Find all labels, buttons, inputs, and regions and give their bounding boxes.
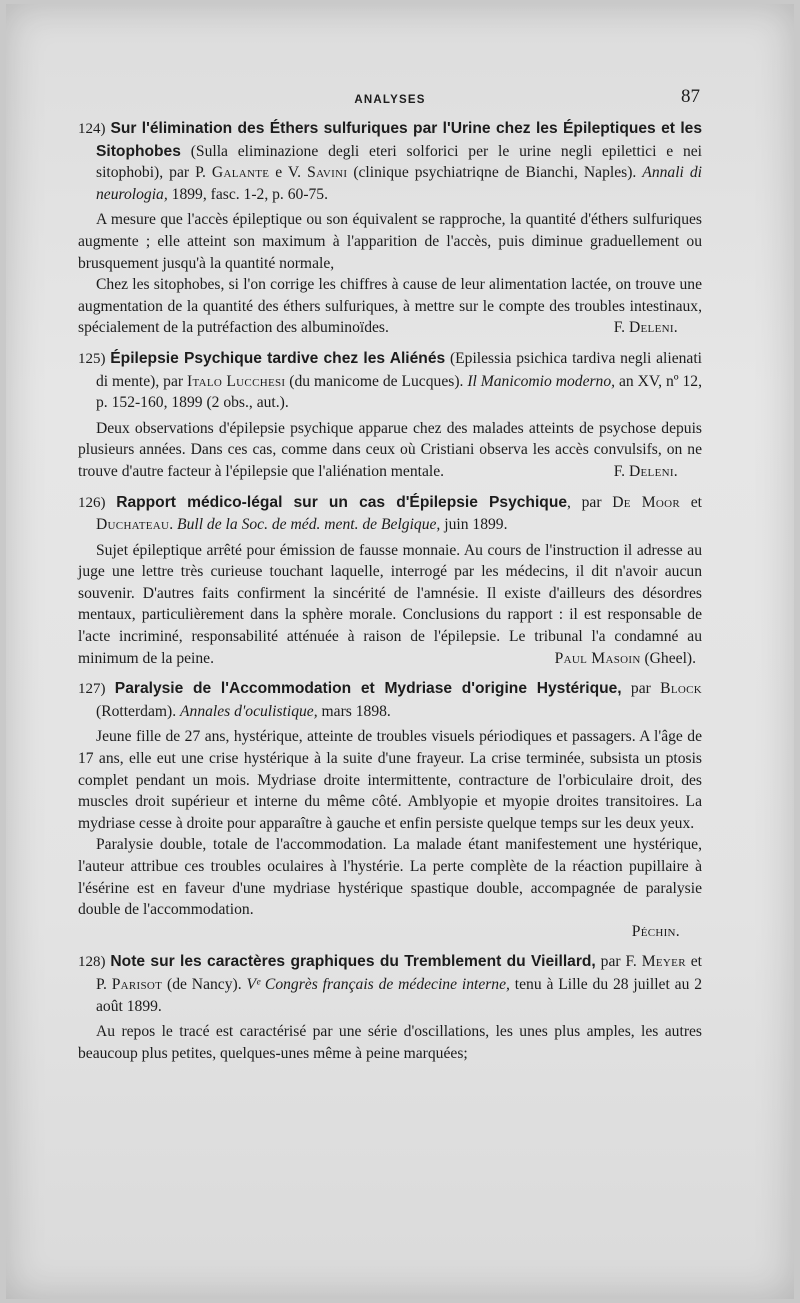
entry-number: 124) xyxy=(78,121,106,137)
running-title: ANALYSES xyxy=(354,94,426,106)
reference-text: , par xyxy=(567,493,613,511)
reference-text: et xyxy=(680,493,702,511)
scanned-page xyxy=(6,4,794,1299)
signature-initial: F. xyxy=(613,319,629,337)
body-paragraph: Au repos le tracé est caractérisé par une série d'oscillations, les unes plus amples, les autres beaucoup plus petites, quelques-unes même à peine marquées; xyxy=(78,1023,702,1062)
entry-number: 126) xyxy=(78,494,106,511)
signature-place: (Gheel). xyxy=(640,649,696,667)
body-paragraph xyxy=(78,274,702,339)
author-name: Block xyxy=(660,680,702,698)
signature xyxy=(596,317,702,339)
paragraph-text: Chez les sitophobes, si l'on corrige les chiffres à cause de leur alimentation lactée, on trouve une augmentation de la quantité des éthers sulfuriques, à mettre sur le compte des troubles intestinaux, spécialement de la putréfaction des albuminoïdes. xyxy=(78,276,702,337)
entry-number: 125) xyxy=(78,350,106,367)
body-paragraph: Paralysie double, totale de l'accommodation. La malade étant manifestement une hystérique, l'auteur attribue ces troubles oculaires à l'hystérie. La perte complète de la réaction pupillaire à l'ésérine est en faveur d'une mydriase hystérique spastique double, accompagnée de paralysie double de l'accommodation. xyxy=(78,836,702,919)
reference-text: par xyxy=(621,680,661,698)
entry-title: Rapport médico-légal sur un cas d'Épilepsie Psychique xyxy=(116,493,568,511)
journal-title: Il Manicomio moderno, xyxy=(467,372,616,390)
reference-text: e V. xyxy=(269,164,308,182)
page-number: 87 xyxy=(681,86,700,107)
signature xyxy=(537,648,702,670)
entry-heading xyxy=(78,348,702,414)
reference-text: tenu à Lille du 28 juillet au 2 août 1899. xyxy=(96,975,703,1015)
author-name: De Moor xyxy=(612,493,681,511)
reference-text: 1899, fasc. 1-2, p. 60-75. xyxy=(167,185,329,203)
entry-title: Épilepsie Psychique tardive chez les Aliénés xyxy=(110,349,446,367)
body-paragraph: Jeune fille de 27 ans, hystérique, atteinte de troubles visuels périodiques et passagers. A l'âge de 17 ans, elle eut une crise hystérique à la suite d'une frayeur. La crise terminée, subsista un ptosis complet pendant un mois. Mydriase droite intermittente, contracture de l'orbiculaire droit, des muscles droit supérieur et interne du même côté. Amblyopie et myopie droites transitoires. La mydriase cesse à droite pour apparaître à gauche et enfin persiste quelque temps sur les deux yeux. xyxy=(78,728,702,832)
reference-text: (de Nancy). xyxy=(162,975,247,993)
reference-text: an XV, nº 12, p. 152-160, 1899 (2 obs., aut.). xyxy=(96,372,702,412)
reference-text: (Sulla eliminazione degli eteri solforici per le urine negli epilettici e nei sitophobi), par P. xyxy=(96,142,702,182)
journal-title: Bull de la Soc. de méd. ment. de Belgique, xyxy=(177,516,441,534)
reference-text: (du manicome de Lucques). xyxy=(285,372,468,390)
entry-124 xyxy=(78,118,702,339)
body-paragraph: A mesure que l'accès épileptique ou son équivalent se rapproche, la quantité d'éthers sulfuriques augmente ; elle atteint son maximum à l'apparition de l'accès, puis diminue graduellement ou brusquement jusqu'à la quantité normale, xyxy=(78,211,702,272)
signature-name: Deleni. xyxy=(628,462,678,480)
entry-title: Sur l'élimination des Éthers sulfuriques par l'Urine chez les Épileptiques et les Sitophobes xyxy=(96,120,702,160)
body-paragraph xyxy=(78,418,702,483)
entry-heading xyxy=(78,492,702,536)
signature-name: Deleni. xyxy=(628,319,678,337)
entry-title: Note sur les caractères graphiques du Tremblement du Vieillard, xyxy=(110,953,596,971)
reference-text: mars 1898. xyxy=(317,702,391,720)
reference-text: (Epilessia psichica tardiva negli alienati di mente), par xyxy=(96,349,702,390)
author-name: Italo Lucchesi xyxy=(187,372,286,390)
author-name: Meyer xyxy=(641,953,686,971)
entry-number: 128) xyxy=(78,954,106,971)
entry-125 xyxy=(78,348,702,483)
running-head xyxy=(78,86,702,110)
reference-text: . xyxy=(169,516,178,534)
entry-heading xyxy=(78,951,702,1017)
reference-text: (clinique psychiatriqne de Bianchi, Naples). xyxy=(347,164,643,182)
paragraph-text: Deux observations d'épilepsie psychique apparue chez des malades atteints de psychose depuis plusieurs années. Dans ces cas, comme dans ceux où Cristiani observa les accès convulsifs, on ne trouve d'autre facteur à l'épilepsie que l'aliénation mentale. xyxy=(78,419,702,480)
entry-number: 127) xyxy=(78,681,106,698)
reference-text: par F. xyxy=(595,953,642,971)
journal-title: Annales d'oculistique, xyxy=(180,702,318,720)
entry-126 xyxy=(78,492,702,670)
signature xyxy=(78,921,702,943)
entry-heading xyxy=(78,678,702,722)
entry-127 xyxy=(78,678,702,942)
reference-text: et P. xyxy=(96,953,703,993)
reference-text: juin 1899. xyxy=(440,516,508,534)
author-name: Savini xyxy=(307,164,348,182)
signature xyxy=(596,461,702,483)
signature-initial: F. xyxy=(613,462,629,480)
reference-text: (Rotterdam). xyxy=(96,702,181,720)
author-name: Parisot xyxy=(111,975,163,993)
signature-name: Péchin. xyxy=(631,922,680,940)
entry-title: Paralysie de l'Accommodation et Mydriase d'origine Hystérique, xyxy=(114,680,622,698)
author-name: Galante xyxy=(211,164,270,182)
page-content xyxy=(78,86,702,1073)
signature-name: Paul Masoin xyxy=(554,649,641,667)
entry-128 xyxy=(78,951,702,1064)
journal-title: Vᵉ Congrès français de médecine interne, xyxy=(246,975,510,993)
entry-heading xyxy=(78,118,702,205)
body-paragraph xyxy=(78,540,702,670)
paragraph-text: Sujet épileptique arrêté pour émission de fausse monnaie. Au cours de l'instruction il adresse au juge une lettre très curieuse touchant laquelle, interrogé par les médecins, il dit n'avoir aucun souvenir. D'autres faits confirment la sincérité de l'amnésie. Il existe d'ailleurs des désordres mentaux, particulièrement dans la sphère morale. Conclusions du rapport : il est responsable de l'acte incriminé, responsabilité atténuée à raison de l'épilepsie. Le tribunal l'a condamné au minimum de la peine. xyxy=(78,541,702,667)
journal-title: Annali di neurologia, xyxy=(96,164,703,203)
author-name: Duchateau xyxy=(96,516,170,534)
